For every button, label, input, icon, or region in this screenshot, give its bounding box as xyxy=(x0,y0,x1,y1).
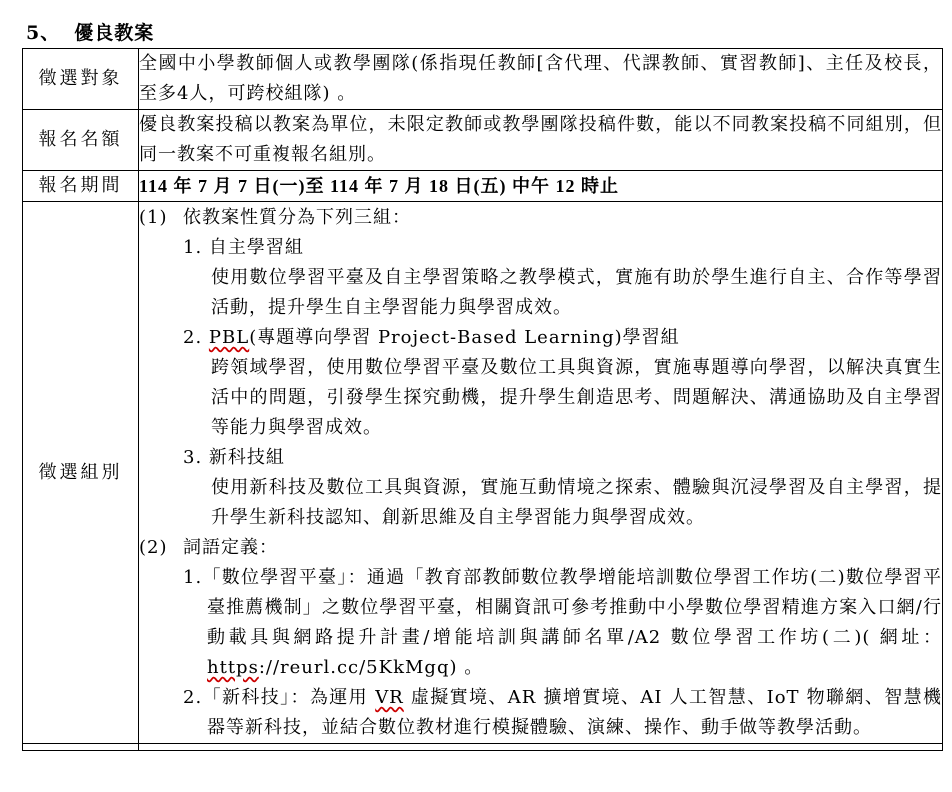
definition-1-text: 1.「數位學習平臺」：通過「教育部教師數位教學增能培訓數位學習工作坊(二)數位學習平臺推薦機制」之數位學習平臺，相關資訊可參考推動中小學數位學習精進方案入口網/行動載具與網路提升計畫/增能培訓與講師名單/A2 數位學習工作坊(二)( 網址： xyxy=(183,567,942,648)
part2-heading xyxy=(139,533,942,563)
table-row-groups xyxy=(23,202,943,744)
part1-title: 依教案性質分為下列三組： xyxy=(183,207,411,228)
definition-2-rest: 虛擬實境、AR 擴增實境、AI 人工智慧、IoT 物聯網、智慧機器等新科技，並結合數位教材進行模擬體驗、演練、操作、動手做等教學活動。 xyxy=(207,687,942,738)
group2-pbl: PBL xyxy=(208,327,250,348)
section-heading xyxy=(26,18,154,45)
groups-label: 徵選組別 xyxy=(23,202,139,744)
period-label: 報名期間 xyxy=(23,171,139,202)
group2-title xyxy=(183,323,942,353)
table-row-eligibility xyxy=(23,49,943,110)
competition-table xyxy=(22,48,943,751)
eligibility-label: 徵選對象 xyxy=(23,49,139,110)
group3-desc: 使用新科技及數位工具與資源，實施互動情境之探索、體驗與沉浸學習及自主學習，提升學生新科技認知、創新思維及自主學習能力與學習成效。 xyxy=(211,477,942,528)
continuation-label-cell xyxy=(23,744,139,751)
groups-content xyxy=(139,202,943,744)
part1-marker: (1) xyxy=(139,207,168,228)
table-row-continuation xyxy=(23,744,943,751)
quota-label: 報名名額 xyxy=(23,110,139,171)
definition-2-vr: VR xyxy=(375,687,404,708)
group2-desc: 跨領域學習，使用數位學習平臺及數位工具與資源，實施專題導向學習，以解決真實生活中的問題，引發學生探究動機，提升學生創造思考、問題解決、溝通協助及自主學習等能力與學習成效。 xyxy=(211,357,942,438)
table-row-quota xyxy=(23,110,943,171)
period-text: 114 年 7 月 7 日(一)至 114 年 7 月 18 日(五) 中午 12 時止 xyxy=(139,171,943,202)
group1-title: 1. 自主學習組 xyxy=(183,237,304,258)
continuation-content-cell xyxy=(139,744,943,751)
section-number: 5、 xyxy=(26,22,61,44)
quota-text: 優良教案投稿以教案為單位，未限定教師或教學團隊投稿件數，能以不同教案投稿不同組別，但同一教案不可重複報名組別。 xyxy=(139,110,943,171)
group2-prefix: 2. xyxy=(183,327,209,348)
definition-1-url-rest: ://reurl.cc/5KkMgq) 。 xyxy=(258,657,484,678)
definition-1-url: https xyxy=(207,657,259,678)
definition-2 xyxy=(139,683,942,743)
part1-heading xyxy=(139,203,942,233)
eligibility-text: 全國中小學教師個人或教學團隊(係指現任教師[含代理、代課教師、實習教師]、主任及校長，至多4人，可跨校組隊) 。 xyxy=(139,49,943,110)
section-title: 優良教案 xyxy=(74,22,155,44)
definition-1 xyxy=(139,563,942,683)
part2-marker: (2) xyxy=(139,537,168,558)
table-row-period xyxy=(23,171,943,202)
definition-2-prefix: 2.「新科技」：為運用 xyxy=(183,687,376,708)
group2-rest: (專題導向學習 Project-Based Learning)學習組 xyxy=(249,327,680,348)
part2-title: 詞語定義： xyxy=(183,537,278,558)
group3-title: 3. 新科技組 xyxy=(183,447,285,468)
group1-desc: 使用數位學習平臺及自主學習策略之教學模式，實施有助於學生進行自主、合作等學習活動，提升學生自主學習能力與學習成效。 xyxy=(211,267,942,318)
